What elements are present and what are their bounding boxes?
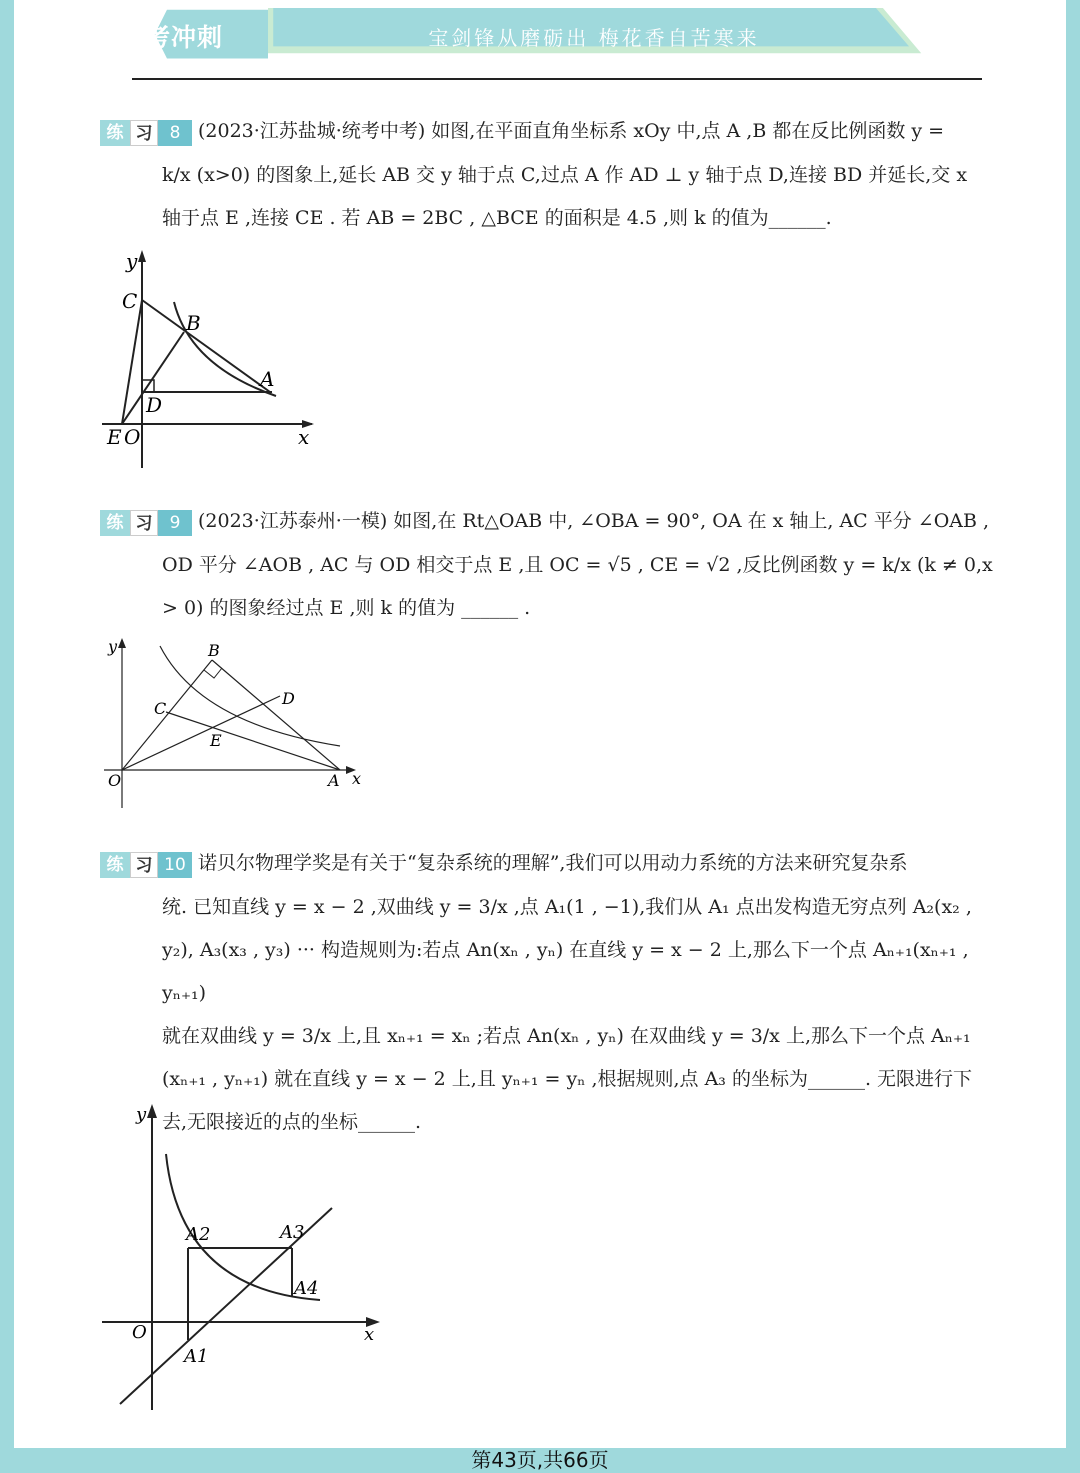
question-text-line: k/x (x>0) 的图象上,延长 AB 交 y 轴于点 C,过点 A 作 AD ⊥ y 轴于点 D,连接 BD 并延长,交 x [162, 163, 968, 186]
fig9-label-D: D [282, 689, 295, 708]
question-text-line: 就在双曲线 y = 3/x 上,且 xₙ₊₁ = xₙ ;若点 An(xₙ , yₙ) 在双曲线 y = 3/x 上,那么下一个点 Aₙ₊₁ [162, 1024, 971, 1047]
exercise-tag: 练 习 10 [100, 843, 192, 886]
exercise-tag: 练 习 9 [100, 501, 192, 544]
fig10-label-A1: A1 [184, 1346, 209, 1367]
question-text-line: (2023·江苏泰州·一模) 如图,在 Rt△OAB 中, ∠OBA = 90°, OA 在 x 轴上, AC 平分 ∠OAB , [198, 510, 990, 532]
question-text-line: 诺贝尔物理学奖是有关于“复杂系统的理解”,我们可以用动力系统的方法来研究复杂系 [198, 852, 908, 874]
question-text-line: 轴于点 E ,连接 CE . 若 AB = 2BC , △BCE 的面积是 4.5 ,则 k 的值为______. [162, 206, 832, 229]
fig9-label-y: y [108, 637, 118, 656]
fig8-label-y: y [126, 249, 138, 273]
fig10-label-y: y [136, 1104, 147, 1125]
question-text-line: (xₙ₊₁ , yₙ₊₁) 就在直线 y = x − 2 上,且 yₙ₊₁ = yₙ ,根据规则,点 A₃ 的坐标为______. 无限进行下 [162, 1067, 973, 1090]
question-text-line: 统. 已知直线 y = x − 2 ,双曲线 y = 3/x ,点 A₁(1 , −1),我们从 A₁ 点出发构造无穷点列 A₂(x₂ , [162, 895, 972, 918]
page-number: 第43页,共66页 [471, 1448, 609, 1472]
question-text-line: > 0) 的图象经过点 E ,则 k 的值为 ______ . [162, 596, 531, 619]
fig10-label-x: x [364, 1324, 375, 1345]
fig9-label-E: E [210, 731, 222, 750]
fig8-label-A: A [260, 367, 275, 391]
fig8-label-E: E [107, 425, 122, 449]
question-text-line: (2023·江苏盐城·统考中考) 如图,在平面直角坐标系 xOy 中,点 A ,B 都在反比例函数 y = [198, 120, 945, 142]
figure-10 [100, 1100, 400, 1416]
header-slogan: 宝剑锋从磨砺出 梅花香自苦寒来 [428, 26, 760, 50]
fig9-label-x: x [352, 769, 362, 788]
page-header [14, 0, 1066, 80]
exercise-tag: 练 习 8 [100, 111, 192, 154]
header-divider [132, 78, 982, 80]
fig8-label-O: O [124, 425, 141, 449]
fig10-label-A3: A3 [280, 1222, 305, 1243]
fig9-label-A: A [328, 771, 340, 790]
fig8-label-D: D [146, 393, 163, 417]
document-page [14, 0, 1066, 1448]
fig9-label-O: O [108, 771, 122, 790]
fig10-label-O: O [132, 1322, 147, 1343]
fig8-label-B: B [186, 311, 201, 335]
fig9-label-C: C [154, 699, 167, 718]
fig9-label-B: B [208, 641, 220, 660]
header-label: 中考冲刺 [118, 23, 223, 52]
fig8-label-C: C [122, 289, 138, 313]
fig8-label-x: x [298, 425, 310, 449]
question-text-line: 去,无限接近的点的坐标______. [162, 1110, 422, 1133]
figure-9 [100, 636, 380, 816]
fig10-label-A2: A2 [186, 1224, 211, 1245]
fig10-label-A4: A4 [294, 1278, 319, 1299]
exercise-8 [100, 110, 1000, 240]
exercise-9 [100, 500, 1000, 630]
exercise-10 [100, 842, 1000, 1144]
question-text-line: OD 平分 ∠AOB , AC 与 OD 相交于点 E ,且 OC = √5 , CE = √2 ,反比例函数 y = k/x (k ≠ 0,x [162, 553, 993, 576]
figure-8 [100, 248, 340, 473]
question-text-line: y₂), A₃(x₃ , y₃) ··· 构造规则为:若点 An(xₙ , yₙ) 在直线 y = x − 2 上,那么下一个点 Aₙ₊₁(xₙ₊₁ , yₙ₊₁) [162, 938, 969, 1004]
